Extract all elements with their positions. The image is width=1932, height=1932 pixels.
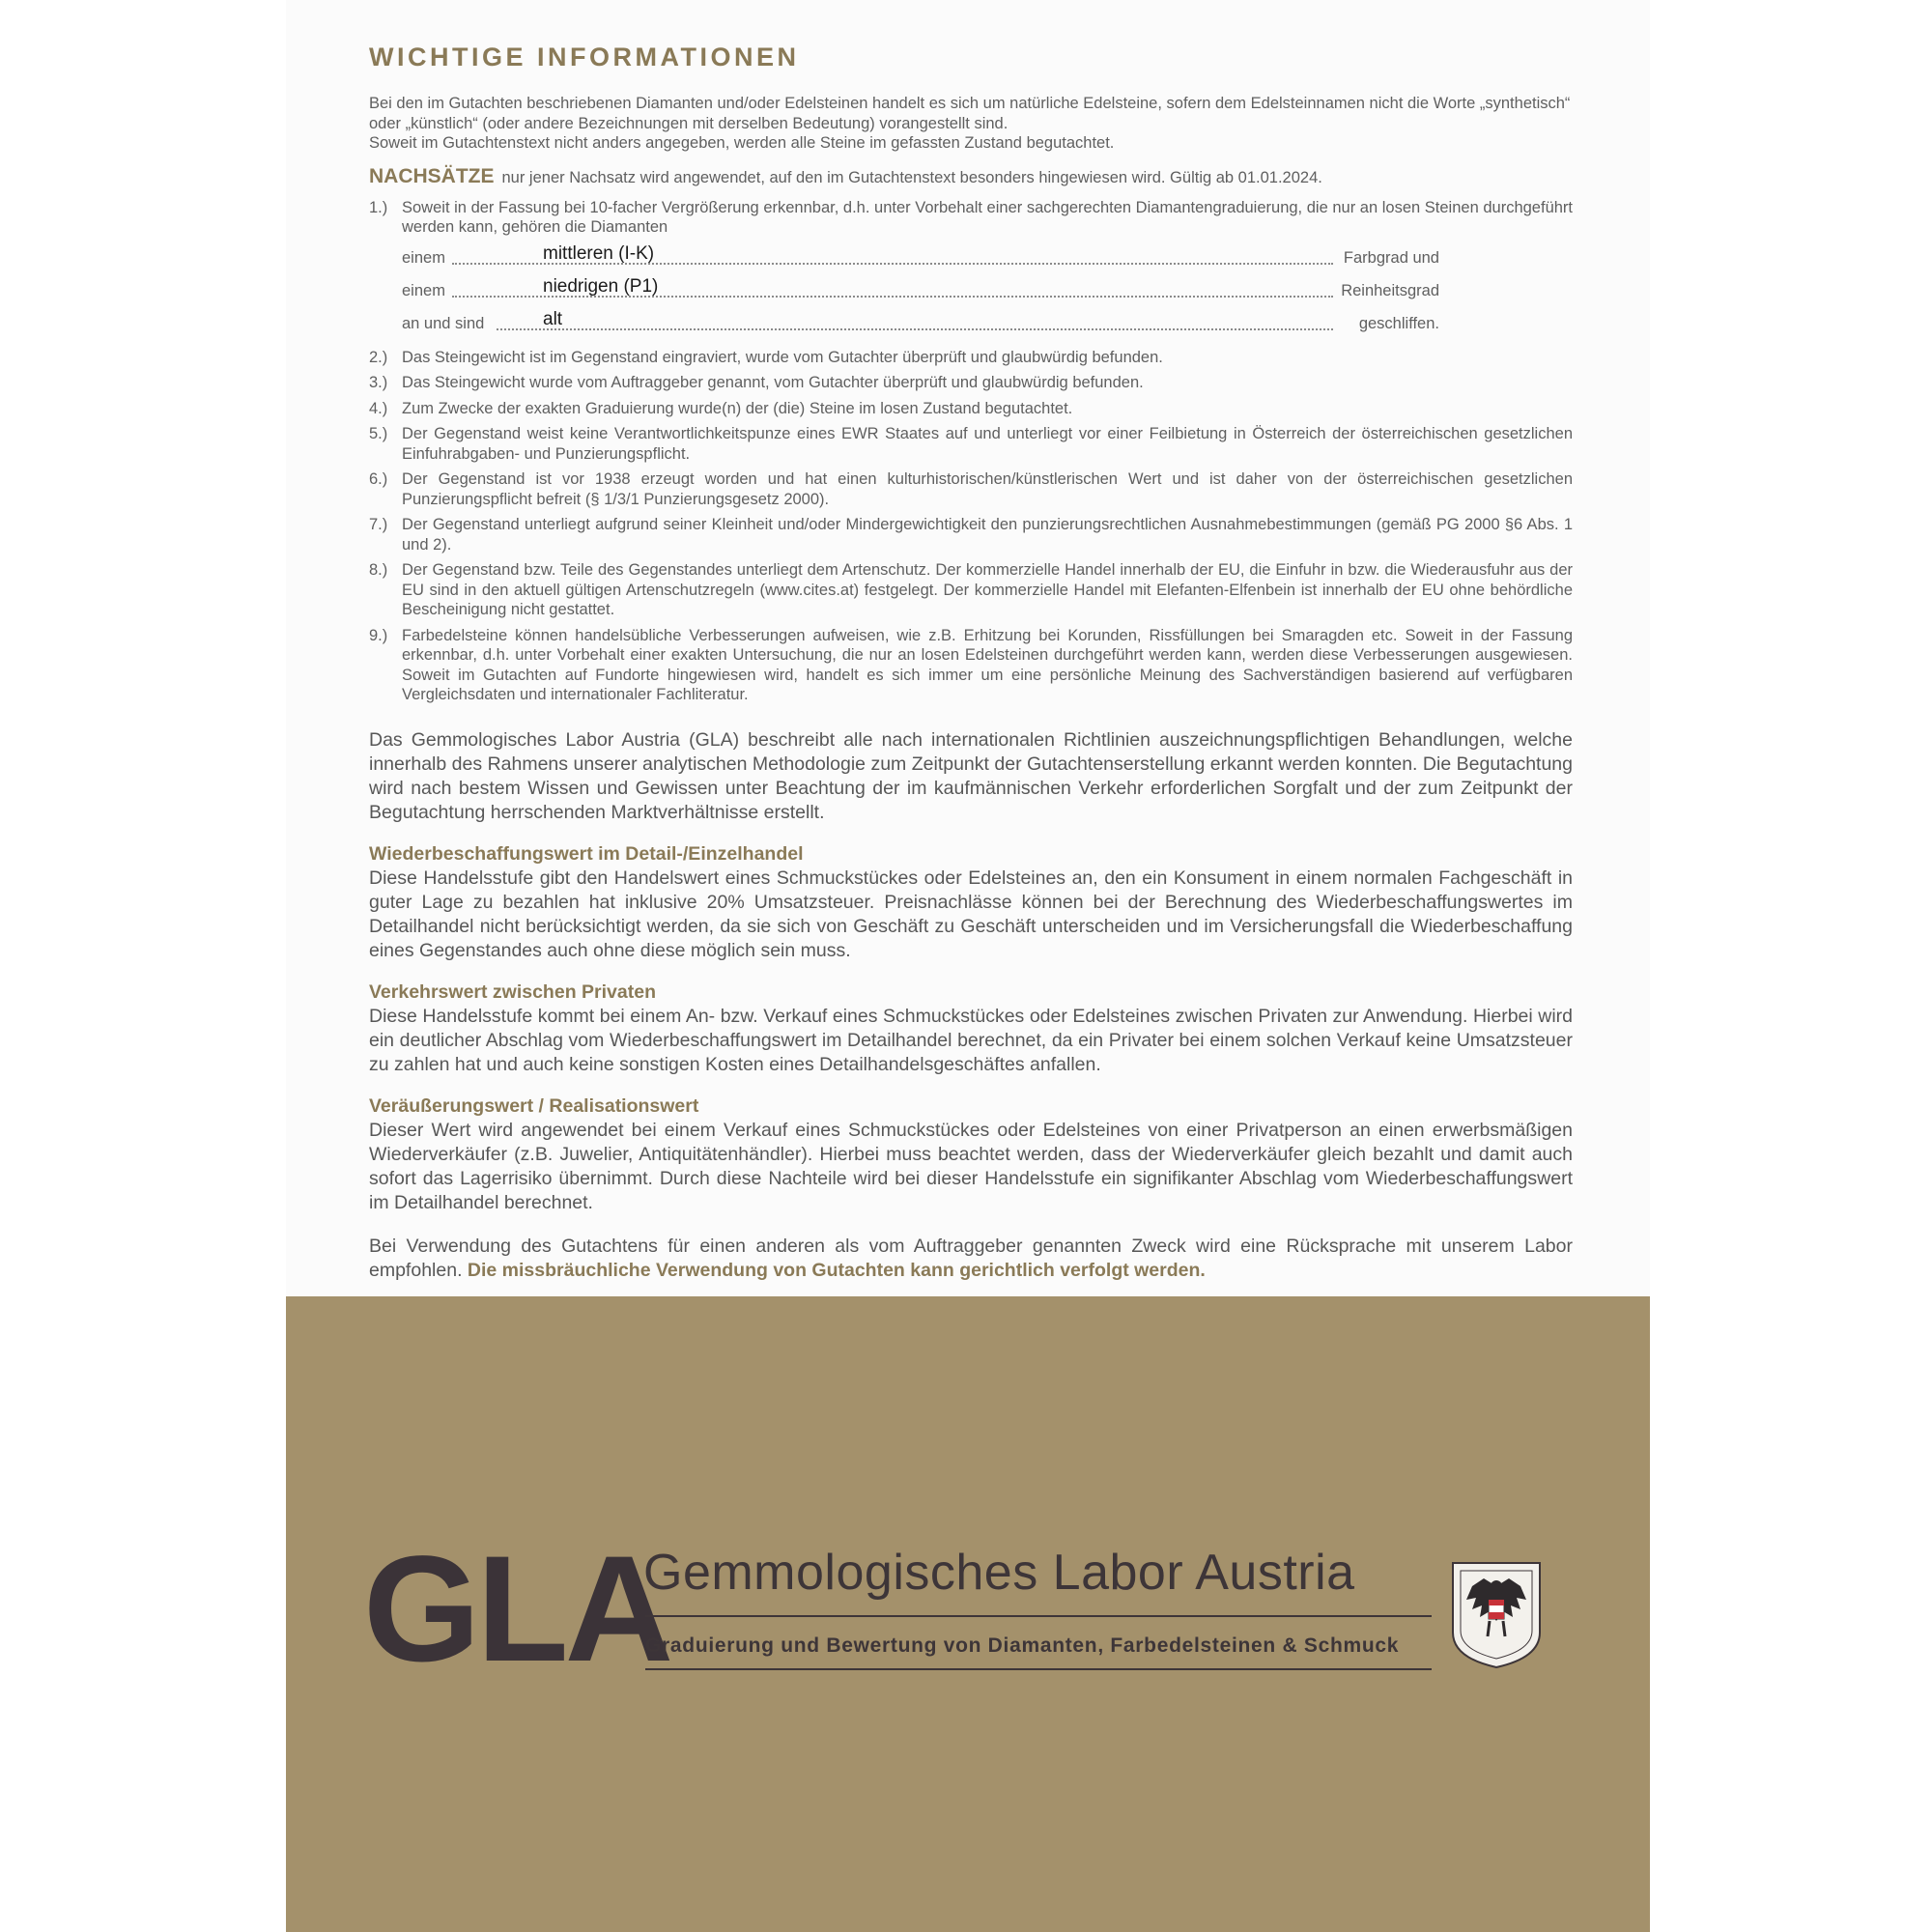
fill-line-color	[402, 238, 1439, 270]
company-name: Gemmologisches Labor Austria	[643, 1545, 1355, 1601]
item-number: 8.)	[369, 561, 388, 579]
document-page	[286, 0, 1650, 1932]
item-number: 6.)	[369, 470, 388, 488]
section-title: Wiederbeschaffungswert im Detail-/Einzelhandel	[369, 842, 804, 865]
intro-paragraph: Soweit im Gutachtenstext nicht anders angegeben, werden alle Steine im gefassten Zustand begutachtet.	[369, 134, 1115, 152]
section-text: Diese Handelsstufe kommt bei einem An- bzw. Verkauf eines Schmuckstückes oder Edelsteines zwischen Privaten zur Anwendung. Hierbei wird ein deutlicher Abschlag vom Wiederbeschaffungswert im Detailhandel berechnet, da ein Privater bei einem solchen Verkauf keine Umsatzsteuer zu zahlen hat und auch keine sonstigen Kosten eines Detailhandelsgeschäftes anfallen.	[369, 1005, 1573, 1075]
item-text: Der Gegenstand unterliegt aufgrund seiner Kleinheit und/oder Mindergewichtigkeit den punzierungsrechtlichen Ausnahmebestimmungen (gemäß PG 2000 §6 Abs. 1 und 2).	[402, 516, 1573, 554]
section-title: Verkehrswert zwischen Privaten	[369, 980, 656, 1003]
divider	[645, 1668, 1432, 1670]
section-title: Veräußerungswert / Realisationswert	[369, 1094, 699, 1117]
nachsatz-item	[369, 424, 1573, 464]
intro-paragraph: Bei den im Gutachten beschriebenen Diamanten und/oder Edelsteinen handelt es sich um natürliche Edelsteine, sofern dem Edelsteinnamen nicht die Worte „synthetisch“ oder „künstlich“ (oder andere Bezeichnungen mit derselben Bedeutung) vorangestellt sind.	[369, 95, 1571, 132]
final-notice	[369, 1235, 1573, 1283]
fill-value: niedrigen (P1)	[543, 276, 659, 297]
fill-value: mittleren (I-K)	[543, 243, 655, 264]
gla-logo: GLA	[363, 1525, 670, 1693]
page-title: WICHTIGE INFORMATIONEN	[369, 43, 800, 71]
item-text: Zum Zwecke der exakten Graduierung wurde(n) der (die) Steine im losen Zustand begutachtet.	[402, 399, 1073, 417]
footer-band	[286, 1296, 1650, 1932]
dotted-line	[497, 328, 1333, 330]
nachsaetze-header	[369, 165, 1573, 188]
fill-suffix: geschliffen.	[1358, 315, 1439, 332]
austrian-eagle-seal-icon	[1445, 1557, 1548, 1671]
company-tagline: Graduierung und Bewertung von Diamanten, Farbedelsteinen & Schmuck	[645, 1634, 1400, 1657]
nachsatz-item	[369, 348, 1573, 368]
nachsatz-item	[369, 469, 1573, 509]
item-text: Der Gegenstand bzw. Teile des Gegenstandes unterliegt dem Artenschutz. Der kommerzielle Handel innerhalb der EU, die Einfuhr in bzw. die Wiederausfuhr aus der EU sind in den aktuell gültigen Artenschutzregeln (www.cites.at) festgelegt. Der kommerzielle Handel mit Elefanten-Elfenbein ist innerhalb der EU ohne behördliche Bescheinigung nicht gestattet.	[402, 561, 1573, 618]
final-notice-warning: Die missbräuchliche Verwendung von Gutachten kann gerichtlich verfolgt werden.	[467, 1259, 1206, 1281]
nachsatz-item	[369, 198, 1573, 238]
item-number: 3.)	[369, 374, 388, 391]
nachsatz-item	[369, 560, 1573, 620]
item-number: 2.)	[369, 348, 388, 366]
item-text: Der Gegenstand weist keine Verantwortlichkeitspunze eines EWR Staates auf und unterliegt vor einer Feilbietung in Österreich der österreichischen gesetzlichen Einfuhrabgaben- und Punzierungspflicht.	[402, 425, 1573, 463]
fill-prefix: an und sind	[402, 315, 485, 332]
item-text: Das Steingewicht wurde vom Auftraggeber genannt, vom Gutachter überprüft und glaubwürdig befunden.	[402, 374, 1144, 391]
fill-line-cut	[402, 303, 1439, 336]
section-text: Diese Handelsstufe gibt den Handelswert eines Schmuckstückes oder Edelsteines an, den ein Konsument in einem normalen Fachgeschäft in guter Lage zu bezahlen hat inklusive 20% Umsatzsteuer. Preisnachlässe können bei der Berechnung des Wiederbeschaffungswertes im Detailhandel nicht berücksichtigt werden, da sie sich von Geschäft zu Geschäft unterscheiden und im Versicherungsfall die Wiederbeschaffung eines Gegenstandes auch ohne diese möglich sein muss.	[369, 867, 1573, 961]
item-text: Farbedelsteine können handelsübliche Verbesserungen aufweisen, wie z.B. Erhitzung bei Korunden, Rissfüllungen bei Smaragden etc. Soweit in der Fassung erkennbar, d.h. unter Vorbehalt einer exakten Untersuchung, die nur an losen Edelsteinen durchgeführt werden kann, werden diese Verbesserungen ausgewiesen. Soweit im Gutachten auf Fundorte hingewiesen wird, handelt es sich immer um eine persönliche Meinung des Sachverständigen basierend auf verfügbaren Vergleichsdaten und internationaler Fachliteratur.	[402, 626, 1573, 703]
nachsaetze-heading: NACHSÄTZE	[369, 164, 495, 187]
divider	[645, 1615, 1432, 1617]
fill-suffix: Farbgrad und	[1343, 249, 1439, 267]
item-number: 4.)	[369, 399, 388, 417]
nachsatz-item	[369, 515, 1573, 554]
item-text: Das Steingewicht ist im Gegenstand eingraviert, wurde vom Gutachter überprüft und glaubwürdig befunden.	[402, 348, 1163, 366]
nachsaetze-subtitle: nur jener Nachsatz wird angewendet, auf den im Gutachtenstext besonders hingewiesen wird. Gültig ab 01.01.2024.	[501, 168, 1322, 186]
nachsatz-item	[369, 373, 1573, 393]
section-text: Dieser Wert wird angewendet bei einem Verkauf eines Schmuckstückes oder Edelsteines von einer Privatperson an einen erwerbsmäßigen Wiederverkäufer (z.B. Juwelier, Antiquitätenhändler). Hierbei muss beachtet werden, dass der Wiederverkäufer gleich bezahlt und damit auch sofort das Lagerrisiko übernimmt. Durch diese Nachteile wird bei dieser Handelsstufe ein signifikanter Abschlag vom Wiederbeschaffungswert im Detailhandel berechnet.	[369, 1119, 1573, 1213]
item-number: 7.)	[369, 516, 388, 533]
item-number: 9.)	[369, 626, 388, 644]
fill-line-clarity	[402, 270, 1439, 303]
final-notice-text: Bei Verwendung des Gutachtens für einen anderen als vom Auftraggeber genannten Zweck wird eine Rücksprache mit unserem Labor empfohlen.	[369, 1235, 1573, 1281]
item-text: Der Gegenstand ist vor 1938 erzeugt worden und hat einen kulturhistorischen/künstlerischen Wert und ist daher von der österreichischen gesetzlichen Punzierungspflicht befreit (§ 1/3/1 Punzierungsgesetz 2000).	[402, 470, 1573, 508]
fill-suffix: Reinheitsgrad	[1341, 282, 1439, 299]
item-number: 5.)	[369, 425, 388, 442]
nachsatz-item	[369, 626, 1573, 705]
intro-text	[369, 94, 1573, 154]
fill-value: alt	[543, 309, 563, 329]
gla-paragraph: Das Gemmologisches Labor Austria (GLA) beschreibt alle nach internationalen Richtlinien auszeichnungspflichtigen Behandlungen, welche innerhalb des Rahmens unserer analytischen Methodologie zum Zeitpunkt der Gutachtenserstellung erkannt werden konnten. Die Begutachtung wird nach bestem Wissen und Gewissen unter Beachtung der im kaufmännischen Verkehr erforderlichen Sorgfalt und der zum Zeitpunkt der Begutachtung herrschenden Marktverhältnisse erstellt.	[369, 728, 1573, 823]
nachsatz-item	[369, 399, 1573, 419]
item-text: Soweit in der Fassung bei 10-facher Vergrößerung erkennbar, d.h. unter Vorbehalt einer sachgerechten Diamantengraduierung, die nur an losen Steinen durchgeführt werden kann, gehören die Diamanten	[402, 198, 1573, 236]
fill-prefix: einem	[402, 282, 445, 299]
item-number: 1.)	[369, 198, 388, 216]
fill-prefix: einem	[402, 249, 445, 267]
document-content	[369, 43, 1573, 1283]
